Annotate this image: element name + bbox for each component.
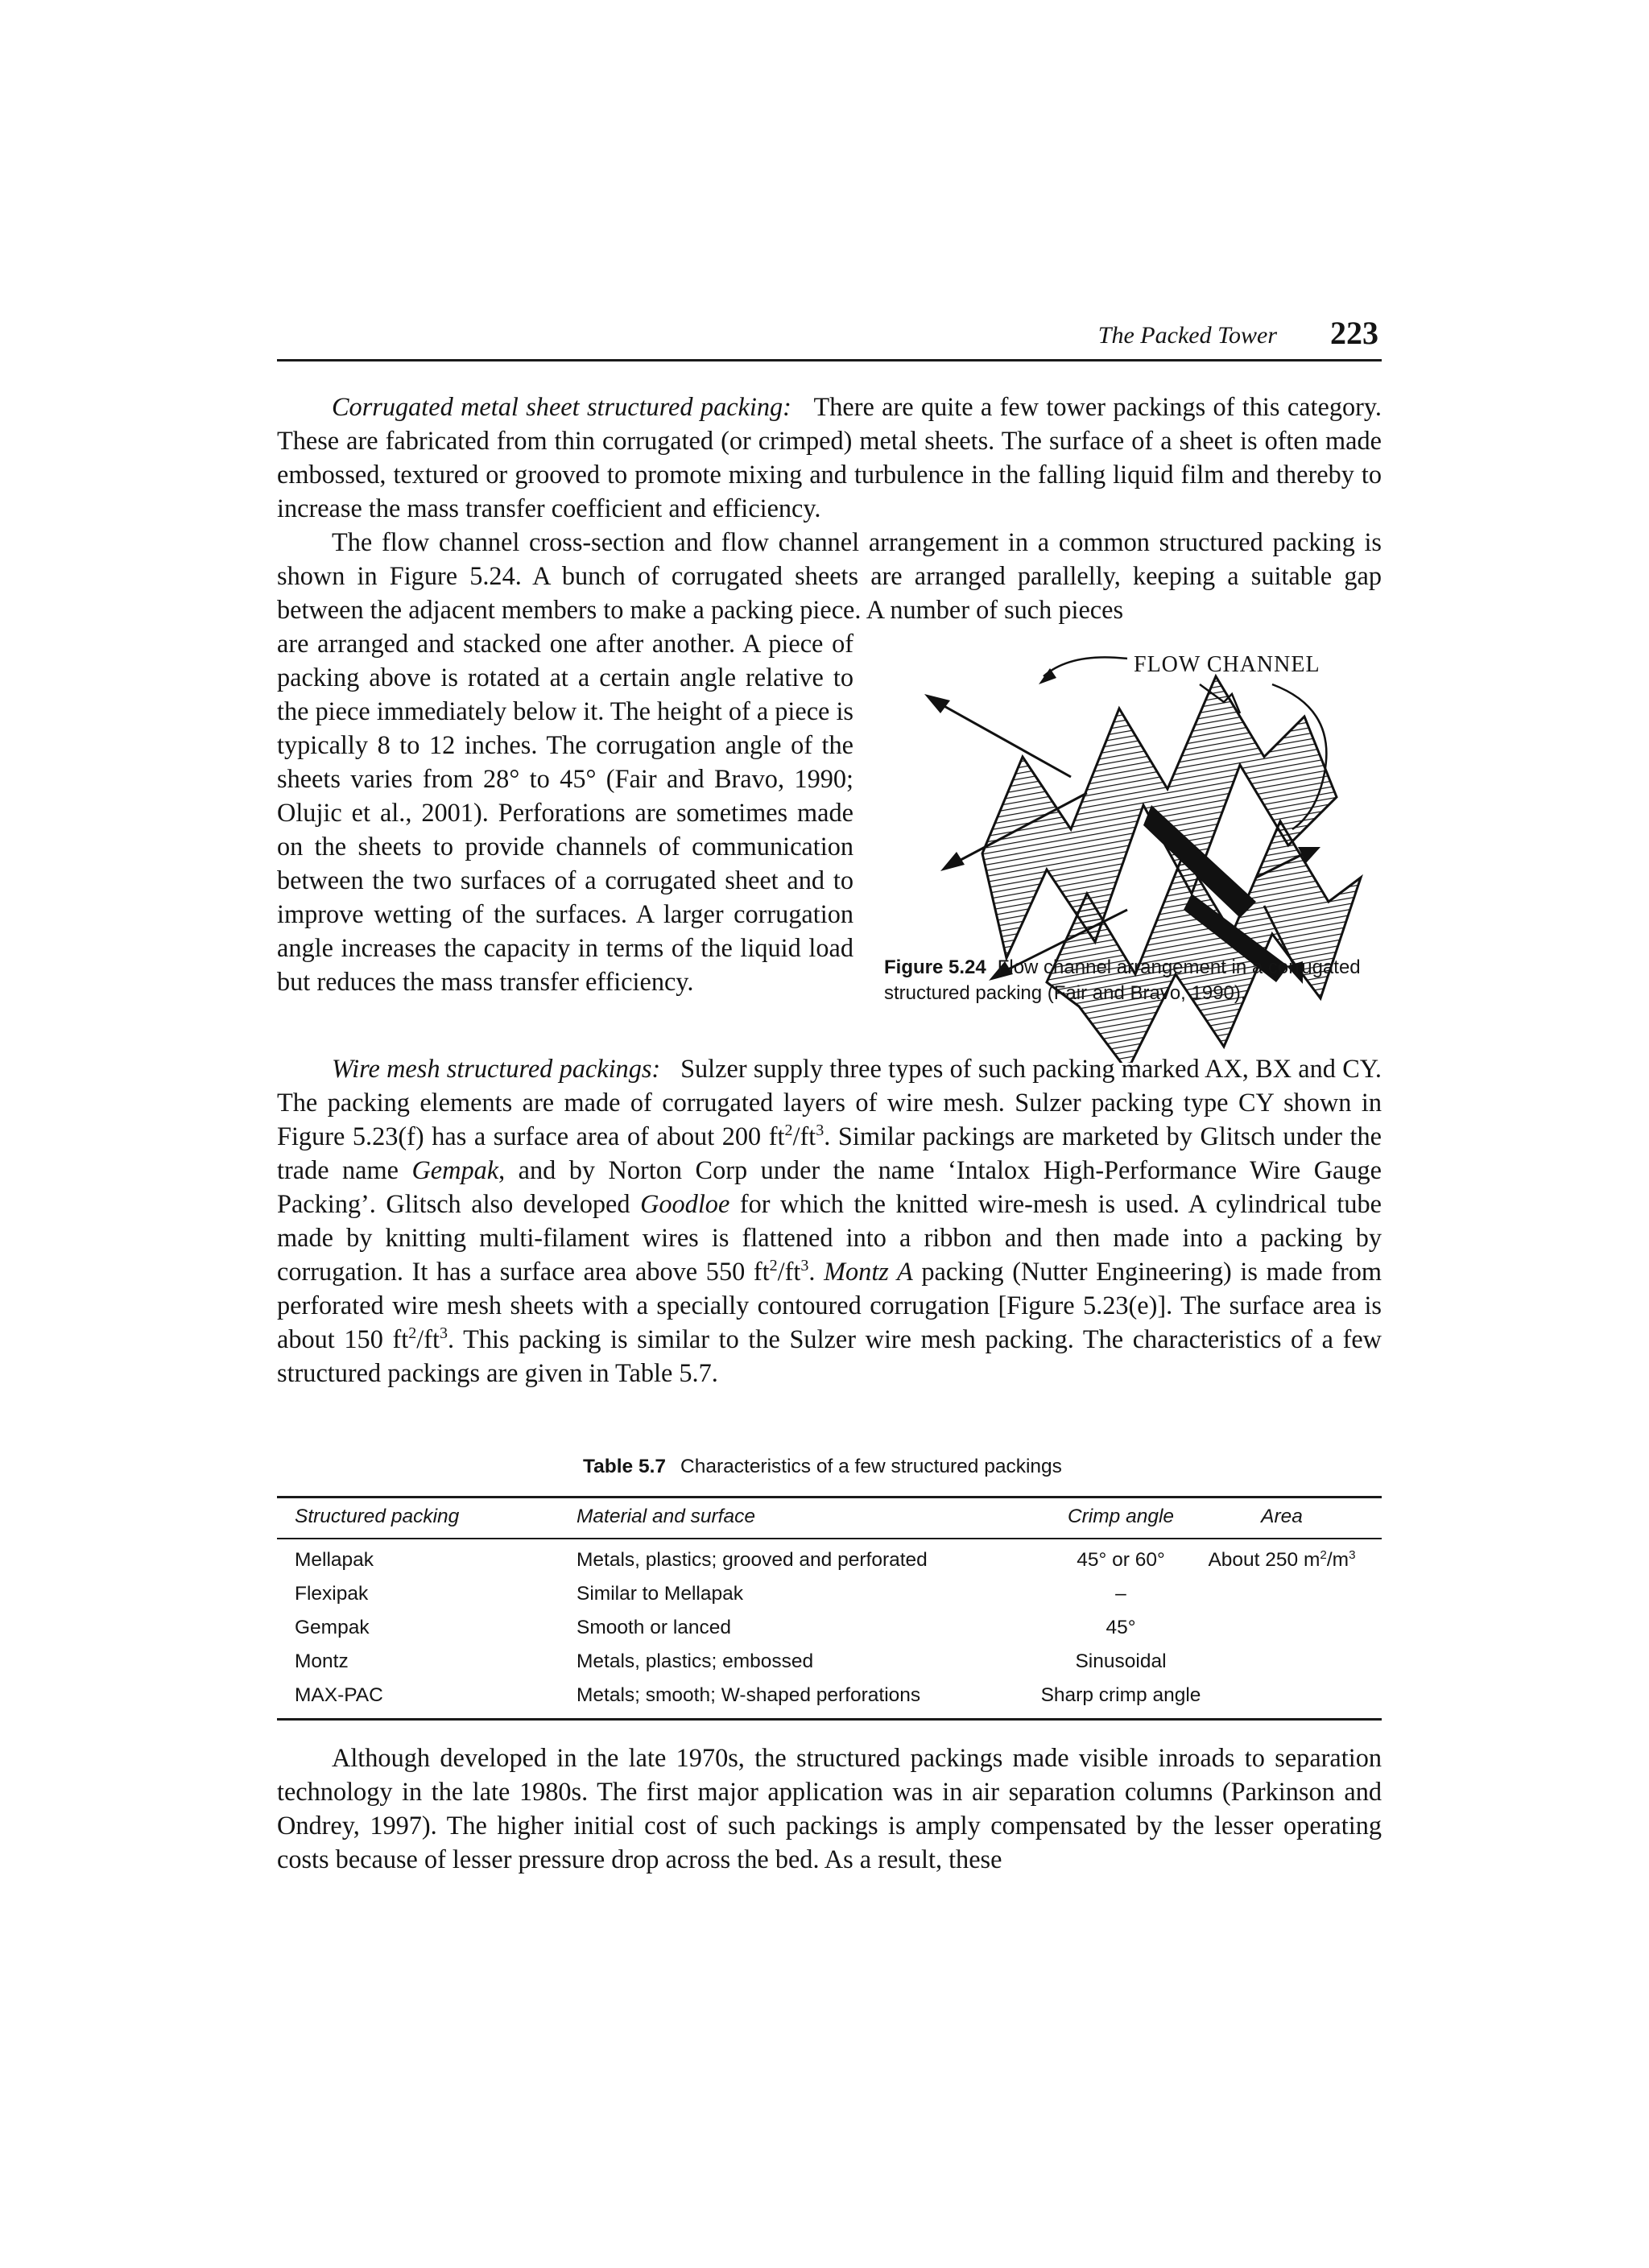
trade-name: Gempak — [411, 1155, 499, 1184]
figure-caption — [884, 955, 1391, 1006]
superscript: 2 — [769, 1257, 778, 1275]
paragraph-lead: Wire mesh structured packings: — [332, 1054, 661, 1083]
superscript: 2 — [408, 1324, 417, 1343]
table-cell-area — [1185, 1549, 1378, 1572]
paragraph-corrugated-sheet — [277, 390, 1382, 525]
paragraph-text: . This packing is similar to the Sulzer wire mesh packing. The characteristics of a few structured packings are given in Table 5.7. — [277, 1324, 1382, 1387]
page-number: 223 — [1330, 315, 1378, 351]
paragraph-lead: Corrugated metal sheet structured packing: — [332, 392, 791, 421]
trade-name: Montz A — [824, 1257, 913, 1286]
table-cell: – — [1115, 1583, 1126, 1605]
paragraph-text: Although developed in the late 1970s, the structured packings made visible inroads to separation technology in the late 1980s. The first major application was in air separation columns (Parkinson and Ondrey, 1997). The higher initial cost of such packings is amply compensated by the lesser operating costs because of lesser pressure drop across the bed. As a result, these — [277, 1743, 1382, 1873]
table-header-cell: Area — [1261, 1506, 1303, 1527]
header-rule — [277, 359, 1382, 361]
figure-caption-text: Flow channel arrangement in a corrugated structured packing (Fair and Bravo, 1990). — [884, 956, 1361, 1004]
figure-number: Figure 5.24 — [884, 956, 986, 978]
table-cell: 45° or 60° — [1077, 1549, 1165, 1571]
paragraph-text: Sulzer supply three types of such packing marked AX, BX and CY. The packing elements are made of corrugated layers of wire mesh. Sulzer packing type CY shown in Figure 5.23(f) has a surface area of about 200 ft — [277, 1054, 1382, 1151]
table-cell: Flexipak — [295, 1583, 369, 1605]
paragraph-text: . — [808, 1257, 824, 1286]
area-unit: /m — [1326, 1549, 1349, 1571]
table-caption — [583, 1456, 1062, 1478]
table-cell: Gempak — [295, 1617, 370, 1638]
table-header-cell: Crimp angle — [1067, 1506, 1175, 1527]
superscript: 3 — [816, 1122, 824, 1140]
table-header-cell: Material and surface — [577, 1506, 755, 1527]
table-number: Table 5.7 — [583, 1456, 667, 1477]
superscript: 3 — [439, 1324, 448, 1343]
running-head — [277, 314, 1382, 359]
table-cell: MAX-PAC — [295, 1684, 383, 1706]
paragraph-text: , and by Norton Corp under the name ‘Intalox High-Performance Wire Gauge Packing’. Glitsch also developed — [277, 1155, 1382, 1218]
table-cell: Mellapak — [295, 1549, 374, 1571]
superscript: 3 — [1349, 1547, 1356, 1562]
paragraph-text: /ft — [792, 1122, 816, 1151]
table-cell: Similar to Mellapak — [577, 1583, 743, 1605]
running-title: The Packed Tower — [1097, 322, 1277, 349]
paragraph-text: There are quite a few tower packings of this category. These are fabricated from thin corrugated (or crimped) metal sheets. The surface of a sheet is often made embossed, textured or grooved to promote mixing and turbulence in the falling liquid film and thereby to increase the mass transfer coefficient and efficiency. — [277, 392, 1382, 523]
paragraph-history — [277, 1741, 1382, 1876]
area-value: About 250 m — [1208, 1549, 1320, 1571]
paragraph-text: /ft — [416, 1324, 440, 1353]
table-cell: Sharp crimp angle — [1040, 1684, 1201, 1706]
flow-channel-label: FLOW CHANNEL — [1134, 652, 1320, 677]
table-cell: Metals, plastics; grooved and perforated — [577, 1549, 928, 1571]
paragraph-flow-channel — [277, 525, 1382, 626]
paragraph-text: packing (Nutter Engineering) is made from perforated wire mesh sheets with a specially contoured corrugation [Figure 5.23(e)]. The surface area is about 150 ft — [277, 1257, 1382, 1353]
table-bottom-rule — [277, 1718, 1382, 1721]
table-cell: Smooth or lanced — [577, 1617, 732, 1638]
trade-name: Goodloe — [640, 1189, 730, 1218]
paragraph-text: The flow channel cross-section and flow channel arrangement in a common structured packing is shown in Figure 5.24. A bunch of corrugated sheets are arranged parallelly, keeping a suitable gap between the adjacent members to make a packing piece. A number of such pieces — [277, 527, 1382, 624]
superscript: 2 — [784, 1122, 793, 1140]
paragraph-text: /ft — [777, 1257, 801, 1286]
superscript: 3 — [800, 1257, 809, 1275]
paragraph-text: for which the knitted wire-mesh is used. A cylindrical tube made by knitting multi-filament wires is flattened into a ribbon and then made into a packing by corrugation. It has a surface area above 550 ft — [277, 1189, 1382, 1286]
table-cell: 45° — [1106, 1617, 1136, 1638]
table-cell: Metals; smooth; W-shaped perforations — [577, 1684, 921, 1706]
table-cell: Montz — [295, 1650, 349, 1672]
table-cell: Metals, plastics; embossed — [577, 1650, 814, 1672]
table-cell: Sinusoidal — [1075, 1650, 1167, 1672]
paragraph-flow-channel-wrap — [277, 626, 853, 998]
superscript: 2 — [1320, 1547, 1327, 1562]
table-caption-text: Characteristics of a few structured packings — [680, 1456, 1062, 1477]
paragraph-text: . Similar packings are marketed by Glitsch under the trade name — [277, 1122, 1382, 1184]
paragraph-wire-mesh — [277, 1051, 1382, 1390]
paragraph-text: are arranged and stacked one after another. A piece of packing above is rotated at a certain angle relative to the piece immediately below it. The height of a piece is typically 8 to 12 inches. The corrugation angle of the sheets varies from 28° to 45° (Fair and Bravo, 1990; Olujic et al., 2001). Perforations are sometimes made on the sheets to provide channels of communication between the two surfaces of a corrugated sheet and to improve wetting of the surfaces. A larger corrugation angle increases the capacity in terms of the liquid load but reduces the mass transfer efficiency. — [277, 629, 853, 996]
table-header-cell: Structured packing — [295, 1506, 460, 1527]
table-top-rule — [277, 1496, 1382, 1498]
table-header-rule — [277, 1538, 1382, 1539]
